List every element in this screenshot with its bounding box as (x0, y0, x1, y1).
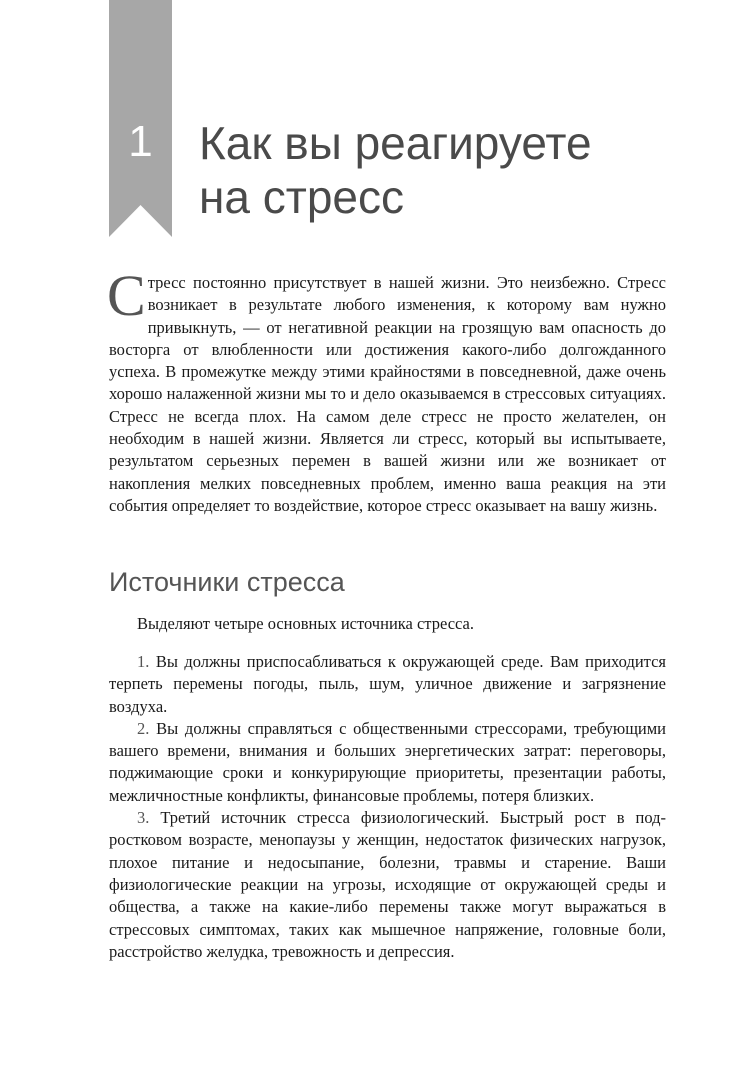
section-lead: Выделяют четыре основных источника стресса. (137, 614, 475, 633)
chapter-title-line-2: на стресс (199, 171, 405, 223)
drop-cap: С (107, 263, 146, 328)
section-title: Источники стресса (109, 567, 345, 597)
chapter-title-line-1: Как вы реагируете (199, 117, 592, 169)
list-item-text: Вы должны справляться с общественными стрессорами, требующими вашего времени, внимания и больших энергетических затрат: переговоры, поджимающие сроки и конкурирующие приоритеты, презентации работы, межличностные конфликты, финансовые проблемы, потеря близких. (109, 718, 667, 805)
sources-list (109, 651, 666, 963)
list-item-number: 2. (137, 718, 150, 738)
list-item-number: 3. (137, 808, 150, 828)
list-item (109, 718, 666, 807)
intro-paragraph (107, 263, 666, 517)
list-item-text: Третий источник стресса физиологический. Быстрый рост в подростковом возрасте, менопаузы у женщин, недостаток физических нагрузок, плохое питание и недосыпание, болезни, травмы и старение. Ваши физиологические реакции на угрозы, исходящие от окружающей среды и общества, а также на какие-либо перемены также могут выражаться в стрессовых симптомах, таких как мышечное напряжение, головные боли, расстройство желудка, тревожность и депрессия. (109, 808, 667, 961)
chapter-number: 1 (128, 117, 153, 166)
chapter-title (199, 116, 592, 224)
intro-text: тресс постоянно присутствует в нашей жизни. Это неизбежно. Стресс возникает в результате любого изменения, к которому вам нужно привыкнуть, — от негативной реакции на грозящую вам опасность до восторга от влюбленности или достижения какого-либо долгожданного успеха. В промежутке между этими крайностями в повседневной, даже очень хорошо налаженной жизни мы то и дело оказываемся в стрессовых ситуациях. Стресс не всегда плох. На самом деле стресс не просто желателен, он необходим в нашей жизни. Является ли стресс, который вы испытываете, результатом серьезных перемен в вашей жизни или же возникает от накопления мелких повседневных проблем, именно ваша реакция на эти события определяет то воздействие, которое стресс оказывает на вашу жизнь. (109, 273, 666, 515)
list-item (109, 807, 666, 963)
list-item-number: 1. (137, 652, 150, 671)
list-item (109, 651, 666, 718)
list-item-text: Вы должны приспосабливаться к окружающей среде. Вам приходится терпеть перемены погоды, пыль, шум, уличное движение и загрязнение воздуха. (109, 652, 667, 716)
